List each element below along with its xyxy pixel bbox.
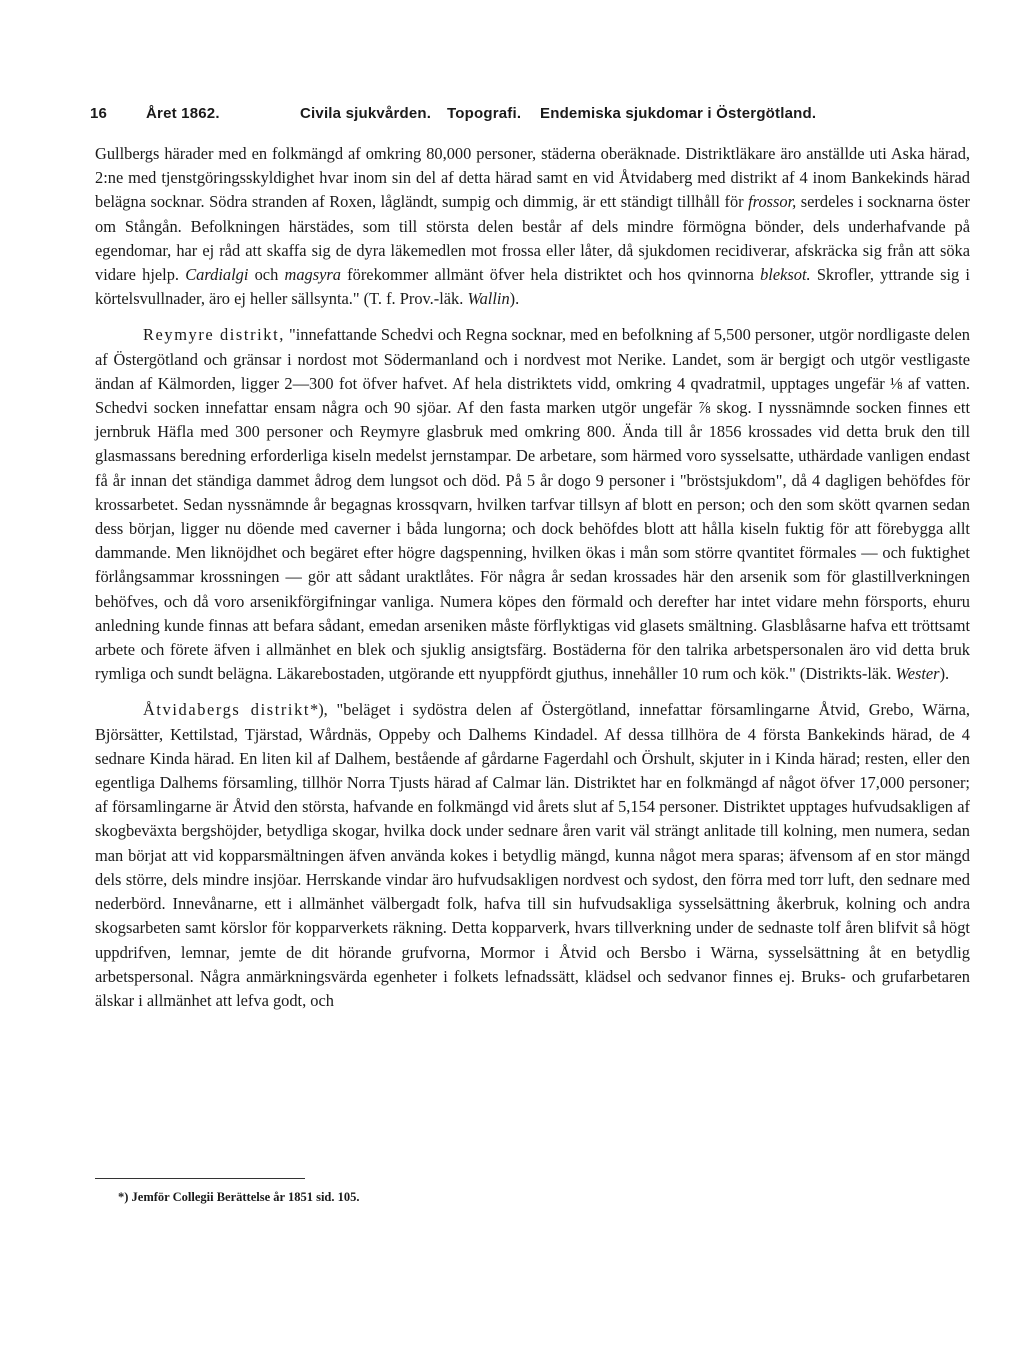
- paragraph-reymyre: Reymyre distrikt, "innefattande Schedvi och Regna socknar, med en befolkning af 5,500 personer, utgör nordligaste delen af Östergötland och gränsar i nordost mot Södermanland och i nordvest mot Nerike. Landet, som är bergigt och utgör vestligaste ändan af Kälmorden, ligger 2—300 fot öfver hafvet. Af hela distriktets vidd, omkring 4 qvadratmil, upptages ungefär ⅛ af vatten. Schedvi socken innefattar ensam några och 90 sjöar. Af den fasta marken utgör ungefär ⅞ skog. I nyssnämnde socken finnes ett jernbruk Häfla med 300 personer och Reymyre glasbruk med omkring 800. Ända till år 1856 krossades vid detta bruk den till glasmassans beredning erforderliga kiseln medelst jernstampar. De arbetare, som härmed voro sysselsatte, uthärdade vanligen endast få år innan det ständiga dammet ådrog dem lungsot och död. På 5 år dogo 9 personer i "bröstsjukdom", då 4 dagligen behöfdes för krossarbetet. Sedan nyssnämnde år begagnas krossqvarn, hvilken tarfvar tillsyn af blott en person; och den som skött qvarnen sedan dess början, ligger nu döende med caverner i båda lungorna; och dock behöfdes blott att hålla kiseln fuktig för att förebygga allt dammande. Men liknöjdhet och begäret efter högre dagspenning, hvilken ökas i mån som större qvantitet förmales — och fuktighet förlångsammar krossningen — gör att sådant uraktlåtes. För några år sedan krossades här den arsenik som för glastillverkningen behöfves, och då voro arsenikförgifningar vanliga. Numera köpes den förmald och derefter har intet vidare mehn försports, ehuru anledning kunde finnas att befara sådant, emedan arseniken måste förflyktigas vid glasets smältning. Glasblåsarne hafva ett tröttsamt arbete och förete äfven i allmänhet en blek och sjuklig ansigtsfärg. Bostäderna för den talrika arbetspersonalen äro vid detta bruk rymliga och sundt belägna. Läkarebostaden, utgörande ett nyuppfördt gjuthus, innehåller 10 rum och kök." (Distrikts-läk. Wester).: [95, 325, 970, 684]
- district-heading-atvidaberg: Åtvidabergs distrikt: [143, 700, 311, 720]
- district-heading-reymyre: Reymyre distrikt,: [143, 325, 285, 345]
- header-topic: Topografi.: [447, 105, 522, 122]
- body-text: [95, 142, 970, 1013]
- header-year: Året 1862.: [146, 105, 220, 122]
- header-subject: Endemiska sjukdomar i Östergötland.: [540, 105, 817, 122]
- page-number: 16: [90, 105, 108, 122]
- paragraph-atvidaberg: Åtvidabergs distrikt*), "beläget i sydöstra delen af Östergötland, innefattar församlingarne Åtvid, Grebo, Wärna, Björsätter, Kettilstad, Tjärstad, Wårdnäs, Oppeby och Dalhems Kindadel. Af dessa tillhöra de 4 första Bankekinds härad, de 4 sednare Kinda härad. En liten kil af Dalhem, bestående af gårdarne Fagerdahl och Örshult, skjuter in i Kinda härad; resten, eller den egentliga Dalhems församling, tillhör Norra Tjusts härad af Calmar län. Distriktet har en folkmängd af något öfver 17,000 personer; af församlingarne är Åtvid den största, hafvande en folkmängd vid årets slut af 5,154 personer. Distriktet upptages hufvudsakligen af skogbeväxta bergshöjder, betydliga skogar, hvilka dock under sednare åren varit väl strängt anlitade till kolning, men numera, sedan man börjat att vid kopparsmältningen äfven använda kokes i betydlig mängd, kunna något mera sparas; äfvensom af en stor mängd dels större, dels mindre insjöar. Herrskande vindar äro hufvudsakligen nordvest och sydost, den förra med torr luft, den sednare med nederbörd. Innevånarne, ett i allmänhet välbergadt folk, hafva till sin hufvudsakliga sysselsättning åkerbruk, kolning och andra skogsarbeten samt körslor för kopparverkets räkning. Detta kopparverk, hvars tillverkning under de sednaste tolf åren blifvit så högt uppdrifven, lemnar, jemte de dit hörande grufvorna, Mormor i Åtvid och Bersbo i Wärna, sysselsättning åt en betydlig arbetspersonal. Några anmärkningsvärda egenheter i folkets lefnadssätt, klädsel och sedvanor finnes ej. Bruks- och grufarbetaren älskar i allmänhet att lefva godt, och: [95, 700, 971, 1010]
- footnote-divider: [95, 1178, 305, 1179]
- footnote: *) Jemför Collegii Berättelse år 1851 sid. 105.: [118, 1190, 360, 1204]
- paragraph-gullberg: Gullbergs härader med en folkmängd af omkring 80,000 personer, städerna oberäknade. Distriktläkare äro anställde uti Aska härad, 2:ne med tjenstgöringsskyldighet hvar inom sin del af detta härad samt en vid Åtvidaberg med distrikt af 4 inom Bankekinds härad belägna socknar. Södra stranden af Roxen, lågländt, sumpig och dimmig, är ett ständigt tillhåll för frossor, serdeles i socknarna öster om Stångån. Befolkningen härstädes, som till största delen består af dels mindre förmögna bönder, dels underhafvande på egendomar, har ej råd att skaffa sig de dyra läkemedlen mot frossa eller låter, då sjukdomen recidiverar, afskräcka sig från att söka vidare hjelp. Cardialgi och magsyra förekommer allmänt öfver hela distriktet och hos qvinnorna bleksot. Skrofler, yttrande sig i körtelsvullnader, äro ej heller sällsynta." (T. f. Prov.-läk. Wallin).: [95, 144, 970, 309]
- footnote-marker: *),: [310, 700, 328, 720]
- header-section: Civila sjukvården.: [300, 105, 432, 122]
